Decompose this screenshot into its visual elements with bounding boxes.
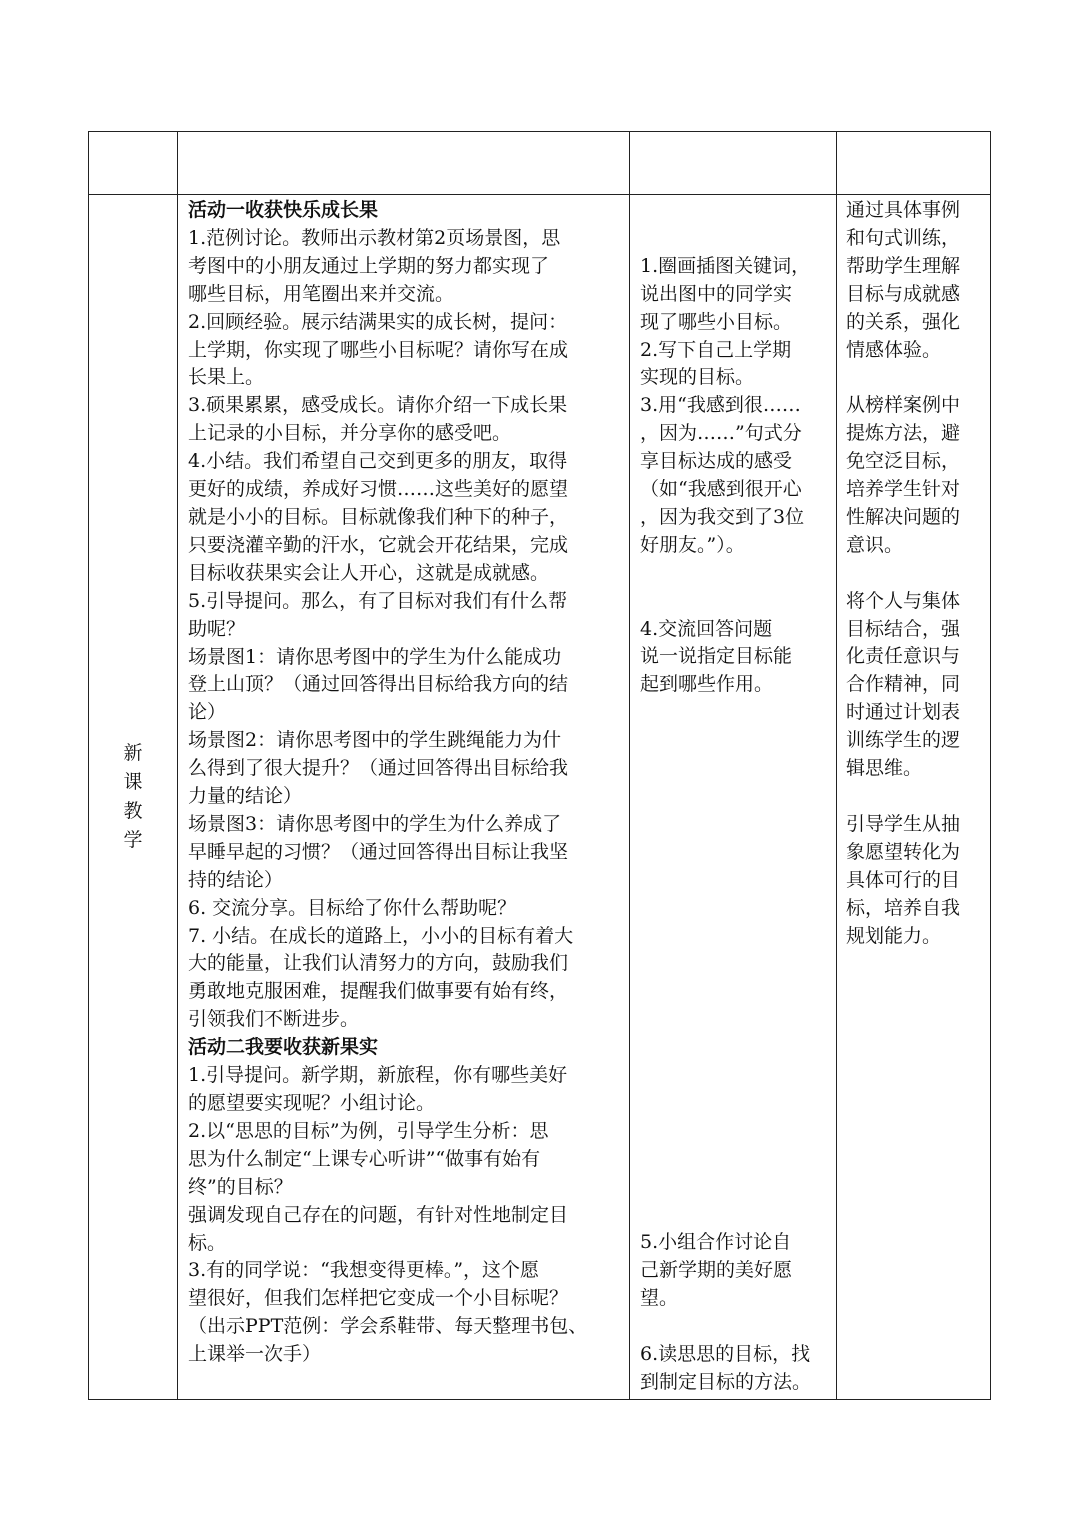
empty-cell-2: [178, 132, 630, 195]
text-line: 象愿望转化为: [846, 840, 961, 863]
text-line: 培养学生针对: [846, 478, 961, 501]
activity2-title: 活动二我要收获新果实: [188, 1036, 379, 1059]
text-line: 和句式训练，: [846, 226, 961, 249]
text-line: 7. 小结。在成长的道路上，小小的目标有着大: [188, 924, 574, 947]
text-line: 勇敢地克服困难，提醒我们做事要有始有终，: [188, 980, 569, 1003]
text-line: 终”的目标？: [188, 1175, 293, 1198]
text-line: 2.以“思思的目标”为例，引导学生分析：思: [188, 1119, 549, 1142]
text-line: 3.有的同学说：“我想变得更棒。”，这个愿: [188, 1259, 540, 1282]
text-line: 1.圈画插图关键词，: [640, 254, 811, 277]
text-line: 持的结论）: [188, 868, 284, 891]
text-line: 助呢？: [188, 617, 246, 640]
text-line: 规划能力。: [846, 924, 942, 947]
text-line: 论）: [188, 701, 227, 724]
text-line: 意识。: [846, 533, 904, 556]
text-line: 性解决问题的: [846, 505, 961, 528]
text-line: 标，培养自我: [846, 896, 961, 919]
text-line: 6.读思思的目标，找: [640, 1342, 811, 1365]
empty-cell-4: [837, 132, 991, 195]
design-intent-para-2: [846, 392, 984, 559]
activity2-body: [188, 1062, 619, 1369]
text-line: 上学期，你实现了哪些小目标呢？请你写在成: [188, 338, 569, 361]
text-line: 5.引导提问。那么，有了目标对我们有什么帮: [188, 589, 568, 612]
text-line: 早睡早起的习惯？（通过回答得出目标让我坚: [188, 840, 569, 863]
text-line: 强调发现自己存在的问题，有针对性地制定目: [188, 1203, 569, 1226]
text-line: 引导学生从抽: [846, 812, 961, 835]
section-label-char: 学: [123, 828, 143, 851]
text-line: 起到哪些作用。: [640, 673, 774, 696]
section-label-cell: [89, 195, 178, 1400]
text-line: 具体可行的目: [846, 868, 961, 891]
text-line: 训练学生的逻: [846, 729, 961, 752]
text-line: 标。: [188, 1231, 227, 1254]
text-line: 2.写下自己上学期: [640, 338, 792, 361]
section-label-char: 课: [123, 770, 143, 793]
text-line: 上课举一次手）: [188, 1343, 322, 1366]
text-line: 更好的成绩，养成好习惯……这些美好的愿望: [188, 478, 569, 501]
text-line: 场景图2：请你思考图中的学生跳绳能力为什: [188, 729, 562, 752]
activity1-body: [188, 225, 619, 1034]
text-line: （如“我感到很开心: [640, 478, 802, 501]
text-line: 己新学期的美好愿: [640, 1259, 793, 1282]
text-line: 4.交流回答问题: [640, 617, 773, 640]
text-line: 从榜样案例中: [846, 394, 961, 417]
text-line: 化责任意识与: [846, 645, 961, 668]
text-line: ，因为我交到了3位: [640, 505, 805, 528]
text-line: 目标结合，强: [846, 617, 961, 640]
text-line: ，因为……”句式分: [640, 422, 802, 445]
design-intent-cell: [837, 195, 991, 1400]
text-line: 6. 交流分享。目标给了你什么帮助呢？: [188, 896, 517, 919]
text-line: 提炼方法，避: [846, 422, 961, 445]
text-line: 哪些目标，用笔圈出来并交流。: [188, 282, 455, 305]
text-line: 帮助学生理解: [846, 254, 961, 277]
section-label-char: 新: [123, 741, 143, 764]
text-line: 登上山顶？（通过回答得出目标给我方向的结: [188, 673, 569, 696]
text-line: 的关系，强化: [846, 310, 961, 333]
design-intent-para-4: [846, 811, 984, 951]
text-line: 好朋友。”）。: [640, 533, 745, 556]
text-line: 望很好，但我们怎样把它变成一个小目标呢？: [188, 1287, 569, 1310]
lesson-plan-table: [88, 131, 991, 1400]
empty-cell-1: [89, 132, 178, 195]
text-line: 思为什么制定“上课专心听讲”“做事有始有: [188, 1147, 541, 1170]
student-activity-group-4: [640, 1341, 828, 1397]
section-label-char: 教: [123, 799, 143, 822]
text-line: 只要浇灌辛勤的汗水，它就会开花结果，完成: [188, 533, 569, 556]
text-line: 免空泛目标，: [846, 450, 961, 473]
text-line: 辑思维。: [846, 757, 923, 780]
text-line: （出示PPT范例：学会系鞋带、每天整理书包、: [188, 1315, 588, 1338]
text-line: 1.范例讨论。教师出示教材第2页场景图，思: [188, 226, 561, 249]
text-line: 3.硕果累累，感受成长。请你介绍一下成长果: [188, 394, 568, 417]
text-line: 5.小组合作讨论自: [640, 1231, 792, 1254]
text-line: 目标与成就感: [846, 282, 961, 305]
student-activity-cell: [630, 195, 837, 1400]
text-line: 现了哪些小目标。: [640, 310, 793, 333]
text-line: 3.用“我感到很……: [640, 394, 801, 417]
text-line: 1.引导提问。新学期，新旅程，你有哪些美好: [188, 1064, 568, 1087]
text-line: 的愿望要实现呢？小组讨论。: [188, 1092, 436, 1114]
text-line: 目标收获果实会让人开心，这就是成就感。: [188, 561, 550, 584]
text-line: 大的能量，让我们认清努力的方向，鼓励我们: [188, 952, 569, 975]
text-line: 场景图3：请你思考图中的学生为什么养成了: [188, 812, 562, 835]
text-line: 时通过计划表: [846, 701, 961, 724]
text-line: 力量的结论）: [188, 785, 303, 808]
student-activity-group-3: [640, 1229, 828, 1313]
text-line: 望。: [640, 1286, 679, 1309]
text-line: 就是小小的目标。目标就像我们种下的种子，: [188, 505, 569, 528]
text-line: 场景图1：请你思考图中的学生为什么能成功: [188, 645, 562, 668]
text-line: 到制定目标的方法。: [640, 1370, 812, 1393]
student-activity-group-2: [640, 616, 828, 700]
table-row-empty: [89, 132, 991, 195]
text-line: 实现的目标。: [640, 366, 755, 389]
text-line: 4.小结。我们希望自己交到更多的朋友，取得: [188, 450, 568, 473]
text-line: 2.回顾经验。展示结满果实的成长树，提问：: [188, 310, 568, 333]
activity1-title: 活动一收获快乐成长果: [188, 199, 379, 221]
text-line: 长果上。: [188, 366, 265, 389]
text-line: 通过具体事例: [846, 199, 961, 221]
text-line: 说一说指定目标能: [640, 645, 793, 668]
design-intent-para-3: [846, 588, 984, 783]
text-line: 考图中的小朋友通过上学期的努力都实现了: [188, 254, 550, 277]
teaching-content-cell: [178, 195, 630, 1400]
text-line: 享目标达成的感受: [640, 450, 793, 473]
text-line: 将个人与集体: [846, 589, 961, 612]
text-line: 引领我们不断进步。: [188, 1008, 360, 1031]
text-line: 上记录的小目标，并分享你的感受吧。: [188, 422, 512, 445]
text-line: 情感体验。: [846, 338, 942, 361]
design-intent-para-1: [846, 197, 984, 364]
table-row-new-lesson: [89, 195, 991, 1400]
text-line: 么得到了很大提升？（通过回答得出目标给我: [188, 757, 569, 780]
student-activity-group-1: [640, 253, 828, 560]
text-line: 说出图中的同学实: [640, 282, 793, 305]
empty-cell-3: [630, 132, 837, 195]
text-line: 合作精神，同: [846, 673, 961, 696]
